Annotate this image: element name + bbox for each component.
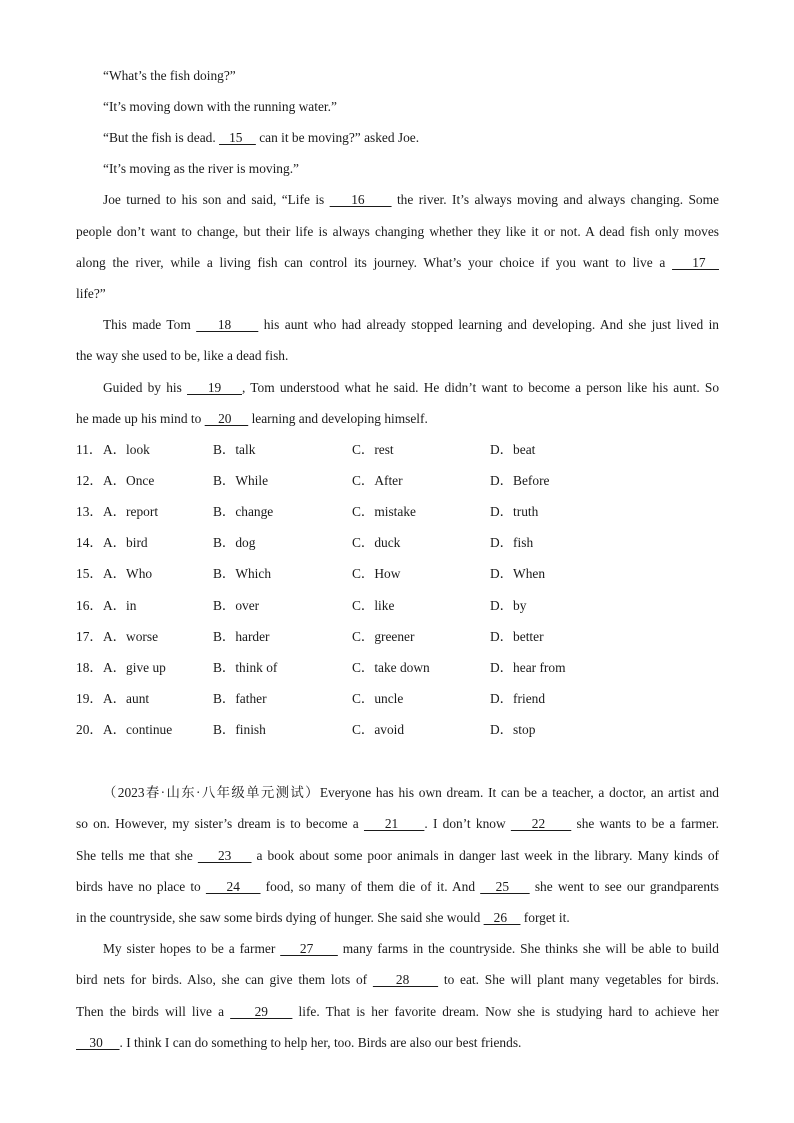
passage-line: the way she used to be, like a dead fish. bbox=[76, 348, 289, 363]
text-run: bird nets for birds. Also, she can give them lots of bbox=[76, 972, 373, 987]
option-b: B．harder bbox=[213, 629, 270, 644]
text-run: to eat. She will plant many vegetables for birds. bbox=[438, 972, 719, 987]
passage-line: life?” bbox=[76, 286, 106, 301]
text-run: birds have no place to bbox=[76, 879, 206, 894]
text-run: . I think I can do something to help her, too. Birds are also our best friends. bbox=[119, 1035, 522, 1050]
blank-25: 25 bbox=[480, 879, 530, 894]
text-run: forget it. bbox=[520, 910, 570, 925]
option-d: D．better bbox=[490, 629, 544, 644]
option-c: C．How bbox=[352, 566, 401, 581]
option-a: A．give up bbox=[103, 660, 166, 675]
option-b: B．talk bbox=[213, 442, 256, 457]
option-a: A．Who bbox=[103, 566, 153, 581]
blank-16: 16 bbox=[329, 192, 392, 207]
passage-line bbox=[76, 410, 428, 428]
option-c: C．After bbox=[352, 473, 403, 488]
passage-line bbox=[76, 847, 719, 865]
option-b: B．dog bbox=[213, 535, 256, 550]
text-run: Then the birds will live a bbox=[76, 1004, 231, 1019]
blank-22: 22 bbox=[510, 816, 572, 831]
option-b: B．While bbox=[213, 473, 269, 488]
option-d: D．stop bbox=[490, 722, 536, 737]
option-a: A．look bbox=[103, 442, 150, 457]
blank-17: 17 bbox=[672, 255, 719, 270]
question-number: 20． bbox=[76, 722, 103, 737]
passage-line: （2023春·山东·八年级单元测试）Everyone has his own dream. It can be a teacher, a doctor, an artist and bbox=[103, 785, 719, 800]
option-c: C．like bbox=[352, 598, 395, 613]
option-b: B．change bbox=[213, 504, 274, 519]
blank-26: 26 bbox=[483, 910, 521, 925]
option-a: A．in bbox=[103, 598, 137, 613]
option-d: D．friend bbox=[490, 691, 546, 706]
passage-line bbox=[76, 971, 719, 989]
text-run: many farms in the countryside. She thinks she will be able to build bbox=[337, 941, 719, 956]
blank-23: 23 bbox=[197, 848, 252, 863]
question-number: 16． bbox=[76, 598, 103, 613]
passage-line bbox=[103, 191, 719, 209]
question-number: 11． bbox=[76, 442, 103, 457]
text-run: his aunt who had already stopped learning and developing. And she just lived in bbox=[258, 317, 719, 332]
passage-line bbox=[76, 254, 719, 272]
option-a: A．continue bbox=[103, 722, 173, 737]
text-run: along the river, while a living fish can control its journey. What’s your choice if you want to live a bbox=[76, 255, 673, 270]
blank-29: 29 bbox=[230, 1004, 293, 1019]
option-d: D．by bbox=[490, 598, 527, 613]
question-number: 18． bbox=[76, 660, 103, 675]
question-number: 14． bbox=[76, 535, 103, 550]
blank-28: 28 bbox=[372, 972, 439, 987]
text-run: , Tom understood what he said. He didn’t want to become a person like his aunt. So bbox=[242, 380, 720, 395]
passage-line bbox=[76, 1003, 719, 1021]
passage-line: “It’s moving as the river is moving.” bbox=[103, 161, 299, 176]
option-d: D．beat bbox=[490, 442, 536, 457]
passage-line bbox=[103, 129, 419, 147]
blank-15: 15 bbox=[219, 130, 256, 145]
passage-line bbox=[76, 878, 719, 896]
option-c: C．uncle bbox=[352, 691, 404, 706]
text-run: Guided by his bbox=[103, 380, 188, 395]
option-b: B．over bbox=[213, 598, 260, 613]
passage-line: “What’s the fish doing?” bbox=[103, 68, 236, 83]
passage-line bbox=[103, 940, 719, 958]
option-d: D．fish bbox=[490, 535, 534, 550]
blank-21: 21 bbox=[363, 816, 425, 831]
option-d: D．When bbox=[490, 566, 546, 581]
question-number: 17． bbox=[76, 629, 103, 644]
text-run: “But the fish is dead. bbox=[103, 130, 220, 145]
text-run: she went to see our grandparents bbox=[529, 879, 719, 894]
passage-line: “It’s moving down with the running water.” bbox=[103, 99, 337, 114]
question-number: 13． bbox=[76, 504, 103, 519]
text-run: so on. However, my sister’s dream is to become a bbox=[76, 816, 364, 831]
text-run: Joe turned to his son and said, “Life is bbox=[103, 192, 330, 207]
blank-20: 20 bbox=[204, 411, 249, 426]
option-a: A．report bbox=[103, 504, 159, 519]
option-d: D．truth bbox=[490, 504, 539, 519]
passage-line: people don’t want to change, but their life is always changing whether they like it or not. A dead fish only moves bbox=[76, 224, 719, 239]
option-c: C．rest bbox=[352, 442, 394, 457]
blank-19: 19 bbox=[187, 380, 242, 395]
option-b: B．think of bbox=[213, 660, 278, 675]
option-a: A．Once bbox=[103, 473, 155, 488]
text-run: in the countryside, she saw some birds dying of hunger. She said she would bbox=[76, 910, 484, 925]
text-run: he made up his mind to bbox=[76, 411, 205, 426]
text-run: a book about some poor animals in danger last week in the library. Many kinds of bbox=[251, 848, 720, 863]
blank-24: 24 bbox=[205, 879, 261, 894]
text-run: My sister hopes to be a farmer bbox=[103, 941, 281, 956]
option-a: A．bird bbox=[103, 535, 148, 550]
blank-18: 18 bbox=[196, 317, 259, 332]
text-run: This made Tom bbox=[103, 317, 197, 332]
text-run: She tells me that she bbox=[76, 848, 198, 863]
passage-line bbox=[103, 316, 719, 334]
option-d: D．hear from bbox=[490, 660, 566, 675]
text-run: life. That is her favorite dream. Now she is studying hard to achieve her bbox=[292, 1004, 719, 1019]
option-c: C．take down bbox=[352, 660, 430, 675]
passage-line bbox=[103, 379, 719, 397]
question-number: 19． bbox=[76, 691, 103, 706]
blank-27: 27 bbox=[280, 941, 338, 956]
text-run: can it be moving?” asked Joe. bbox=[255, 130, 420, 145]
passage-line bbox=[76, 909, 570, 927]
option-c: C．avoid bbox=[352, 722, 405, 737]
option-b: B．finish bbox=[213, 722, 266, 737]
text-run: food, so many of them die of it. And bbox=[260, 879, 481, 894]
option-c: C．greener bbox=[352, 629, 415, 644]
option-c: C．mistake bbox=[352, 504, 416, 519]
text-run: . I don’t know bbox=[424, 816, 511, 831]
option-d: D．Before bbox=[490, 473, 550, 488]
text-run: she wants to be a farmer. bbox=[571, 816, 719, 831]
blank-30: 30 bbox=[76, 1035, 120, 1050]
option-b: B．father bbox=[213, 691, 267, 706]
question-number: 15． bbox=[76, 566, 103, 581]
option-c: C．duck bbox=[352, 535, 401, 550]
option-b: B．Which bbox=[213, 566, 272, 581]
option-a: A．worse bbox=[103, 629, 159, 644]
passage-line bbox=[76, 815, 719, 833]
text-run: learning and developing himself. bbox=[248, 411, 428, 426]
option-a: A．aunt bbox=[103, 691, 150, 706]
question-number: 12． bbox=[76, 473, 103, 488]
passage-line bbox=[76, 1034, 521, 1052]
text-run: the river. It’s always moving and always changing. Some bbox=[391, 192, 719, 207]
